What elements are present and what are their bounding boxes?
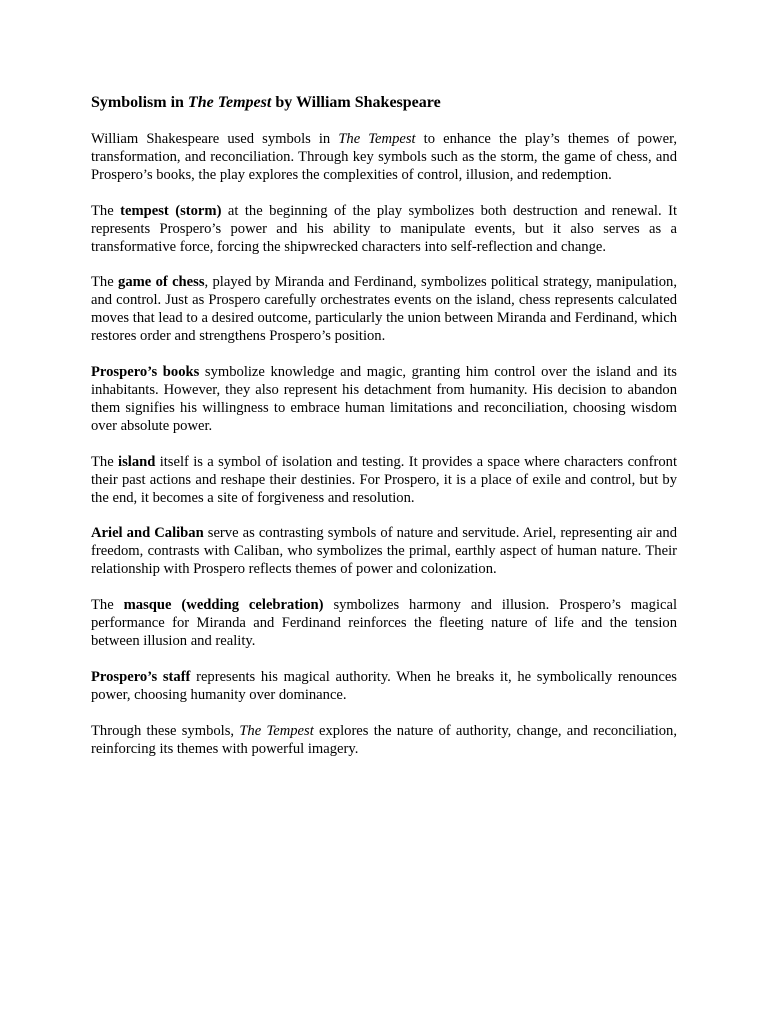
ariel-caliban-text-post: serve as contrasting symbols of nature and servitude. Ariel, representing air and freedom, contrasts with Caliban, who symbolizes the primal, earthly aspect of human nature. Their relationship with Prospero reflects themes of power and colonization. [91,525,678,578]
intro-text-pre: William Shakespeare used symbols in [91,131,339,147]
paragraph-ariel-caliban [91,525,677,579]
chess-term: game of chess [118,274,205,291]
island-term: island [118,453,156,470]
paragraph-intro [91,131,677,185]
masque-text-post: symbolizes harmony and illusion. Prospero’s magical performance for Miranda and Ferdinand reinforces the fleeting nature of life and the tension between illusion and reality. [91,597,678,649]
staff-text-post: represents his magical authority. When he breaks it, he symbolically renounces power, choosing humanity over dominance. [91,668,677,703]
storm-term: tempest (storm) [120,202,222,219]
conclusion-text-post: explores the nature of authority, change, and reconciliation, reinforcing its themes with powerful imagery. [91,722,677,757]
chess-text-post: , played by Miranda and Ferdinand, symbolizes political strategy, manipulation, and control. Just as Prospero carefully orchestrates events on the island, chess represents calculated moves that lead to a desired outcome, particularly the union between Miranda and Ferdinand, which restores order and strengthens Prospero’s position. [91,274,677,345]
title-suffix: by William Shakespeare [271,94,441,111]
paragraph-storm [91,203,677,257]
paragraph-books [91,364,677,436]
title-work: The Tempest [187,94,272,111]
ariel-caliban-term: Ariel and Caliban [91,525,204,542]
conclusion-text-pre: Through these symbols, [91,722,240,739]
masque-text-pre: The [91,597,124,614]
paragraph-island [91,454,677,508]
document-page [91,92,677,776]
island-text-pre: The [91,453,119,470]
paragraph-conclusion [91,723,677,759]
chess-text-pre: The [91,274,119,291]
paragraph-staff [91,669,677,705]
books-term: Prospero’s books [91,364,200,381]
staff-term: Prospero’s staff [91,668,191,685]
masque-term: masque (wedding celebration) [123,597,324,614]
document-title [91,92,677,114]
storm-text-post: at the beginning of the play symbolizes both destruction and renewal. It represents Prospero’s power and his ability to manipulate events, but it also serves as a transformative force, forcing the shipwrecked characters into self-reflection and change. [91,202,678,255]
books-text-post: symbolize knowledge and magic, granting him control over the island and its inhabitants. However, they also represent his detachment from humanity. His decision to abandon them signifies his willingness to embrace human limitations and reconciliation, choosing wisdom over absolute power. [91,364,677,434]
storm-text-pre: The [91,202,121,219]
intro-work-title: The Tempest [338,131,416,147]
island-text-post: itself is a symbol of isolation and testing. It provides a space where characters confront their past actions and reshape their destinies. For Prospero, it is a place of exile and control, but by the end, it becomes a site of forgiveness and resolution. [91,453,678,506]
title-prefix: Symbolism in [91,94,188,111]
paragraph-masque [91,597,677,651]
intro-text-post: to enhance the play’s themes of power, transformation, and reconciliation. Through key symbols such as the storm, the game of chess, and Prospero’s books, the play explores the complexities of control, illusion, and redemption. [91,131,677,183]
paragraph-chess [91,274,677,346]
conclusion-work-title: The Tempest [239,722,314,739]
